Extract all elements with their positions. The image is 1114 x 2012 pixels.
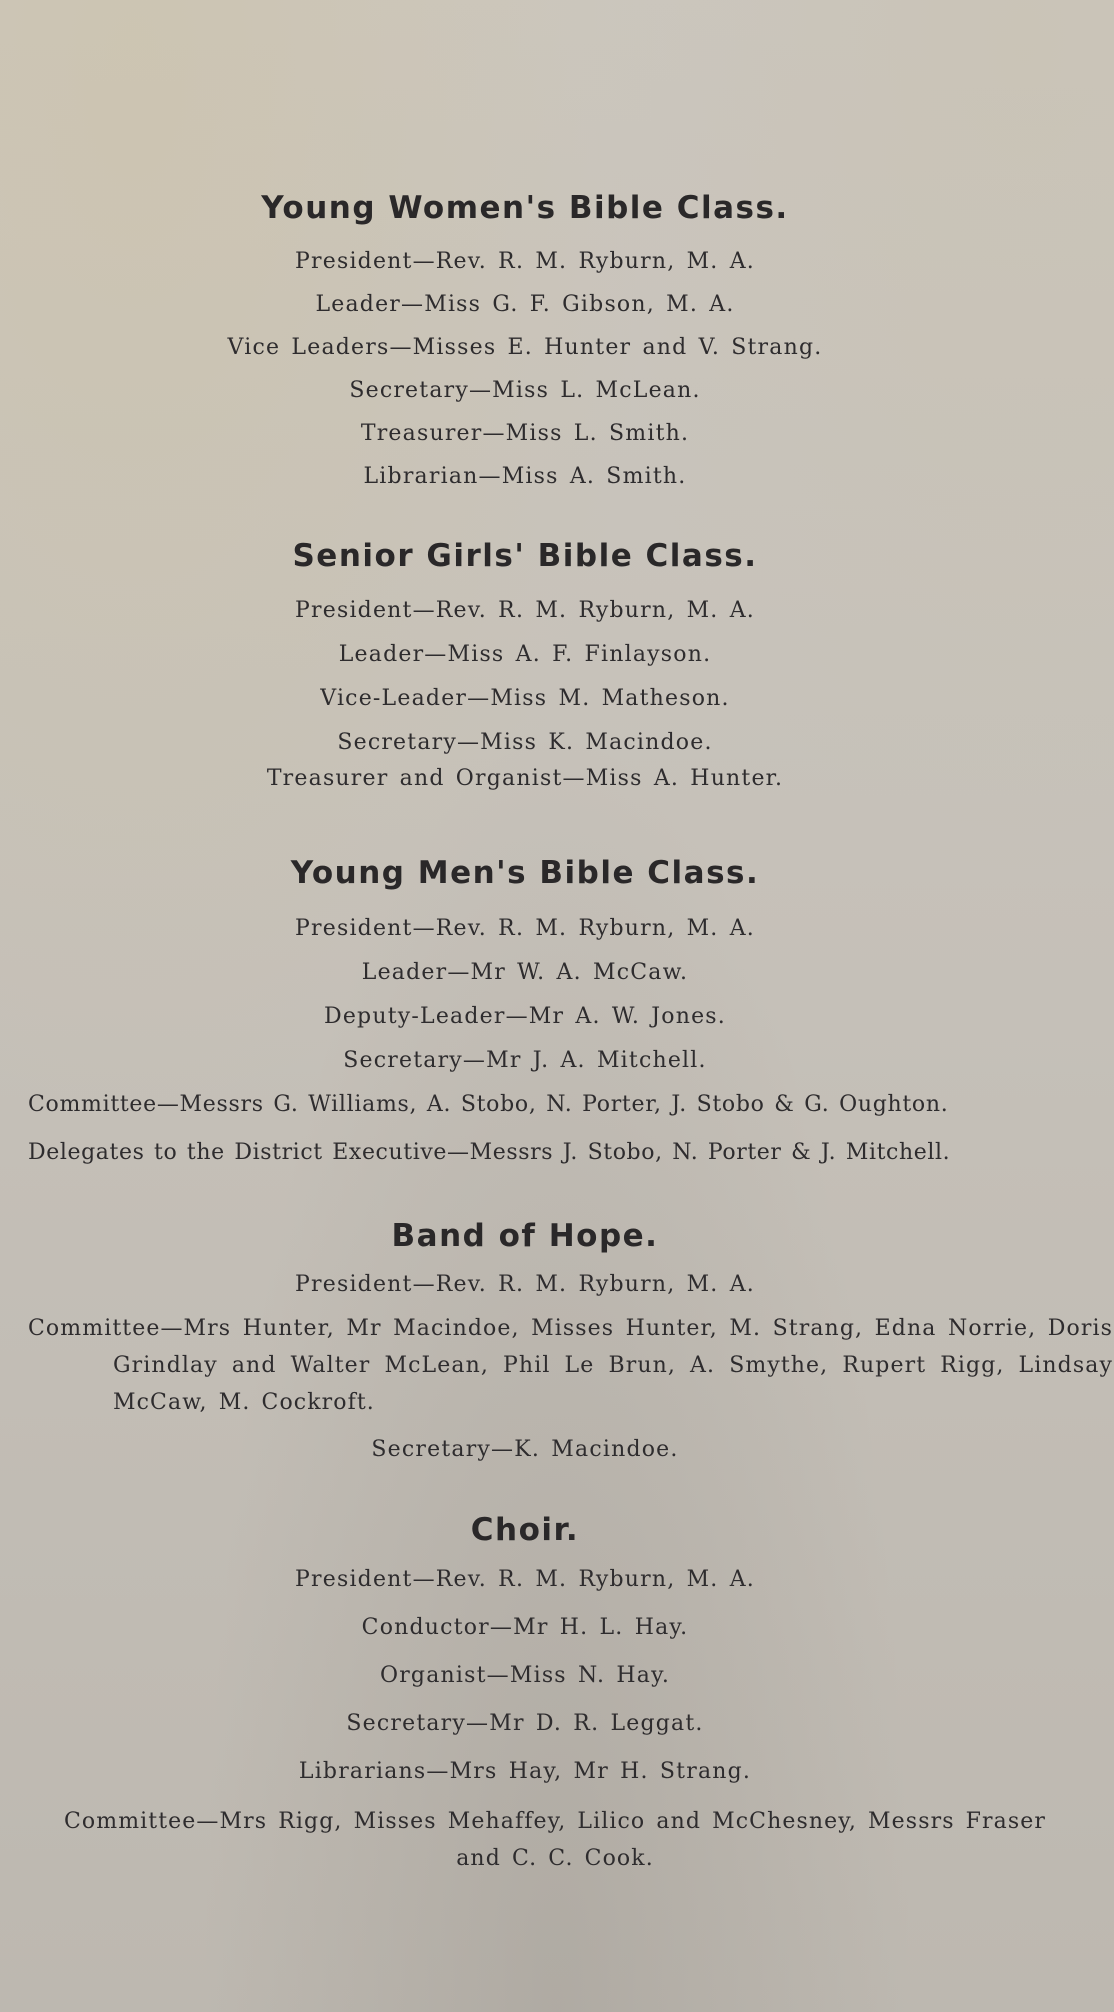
delegates-line: Delegates to the District Executive—Messrs J. Stobo, N. Porter & J. Mitchell. bbox=[28, 1140, 951, 1165]
office-line: Secretary—Mr D. R. Leggat. bbox=[346, 1711, 704, 1736]
office-line: Treasurer and Organist—Miss A. Hunter. bbox=[266, 766, 784, 791]
office-line: Librarian—Miss A. Smith. bbox=[363, 464, 687, 489]
committee-paragraph: Committee—Mrs Hunter, Mr Macindoe, Misses Hunter, M. Strang, Edna Norrie, Doris Grindlay and Walter McLean, Phil Le Brun, A. Smythe, Rupert Rigg, Lindsay McCaw, M. Cockroft. bbox=[28, 1316, 1113, 1415]
office-line: Librarians—Mrs Hay, Mr H. Strang. bbox=[298, 1759, 752, 1784]
office-line: Leader—Miss A. F. Finlayson. bbox=[338, 642, 712, 667]
office-line: Treasurer—Miss L. Smith. bbox=[360, 421, 690, 446]
office-line: Leader—Mr W. A. McCaw. bbox=[361, 960, 689, 985]
office-line: Leader—Miss G. F. Gibson, M. A. bbox=[315, 292, 735, 317]
office-line: President—Rev. R. M. Ryburn, M. A. bbox=[295, 916, 755, 941]
office-line: President—Rev. R. M. Ryburn, M. A. bbox=[295, 598, 755, 623]
office-line: Secretary—Miss L. McLean. bbox=[349, 378, 701, 403]
section-heading-young-womens-bible-class: Young Women's Bible Class. bbox=[261, 190, 789, 226]
office-line: Deputy-Leader—Mr A. W. Jones. bbox=[324, 1004, 726, 1029]
office-line: President—Rev. R. M. Ryburn, M. A. bbox=[295, 1272, 755, 1297]
office-line: President—Rev. R. M. Ryburn, M. A. bbox=[295, 249, 755, 274]
section-heading-senior-girls-bible-class: Senior Girls' Bible Class. bbox=[292, 538, 758, 574]
section-heading-band-of-hope: Band of Hope. bbox=[391, 1218, 659, 1254]
committee-paragraph: Committee—Mrs Rigg, Misses Mehaffey, Lilico and McChesney, Messrs Fraser and C. C. Cook. bbox=[63, 1809, 1047, 1871]
committee-line: Committee—Messrs G. Williams, A. Stobo, N. Porter, J. Stobo & G. Oughton. bbox=[28, 1092, 949, 1117]
section-heading-young-mens-bible-class: Young Men's Bible Class. bbox=[290, 855, 760, 891]
office-line: Vice Leaders—Misses E. Hunter and V. Strang. bbox=[227, 335, 823, 360]
office-line: Organist—Miss N. Hay. bbox=[379, 1663, 671, 1688]
office-line: Secretary—Miss K. Macindoe. bbox=[337, 730, 713, 755]
office-line: Vice-Leader—Miss M. Matheson. bbox=[320, 686, 730, 711]
office-line: President—Rev. R. M. Ryburn, M. A. bbox=[295, 1567, 755, 1592]
office-line: Secretary—K. Macindoe. bbox=[371, 1437, 679, 1462]
office-line: Secretary—Mr J. A. Mitchell. bbox=[343, 1048, 707, 1073]
section-heading-choir: Choir. bbox=[470, 1512, 580, 1548]
office-line: Conductor—Mr H. L. Hay. bbox=[361, 1615, 689, 1640]
